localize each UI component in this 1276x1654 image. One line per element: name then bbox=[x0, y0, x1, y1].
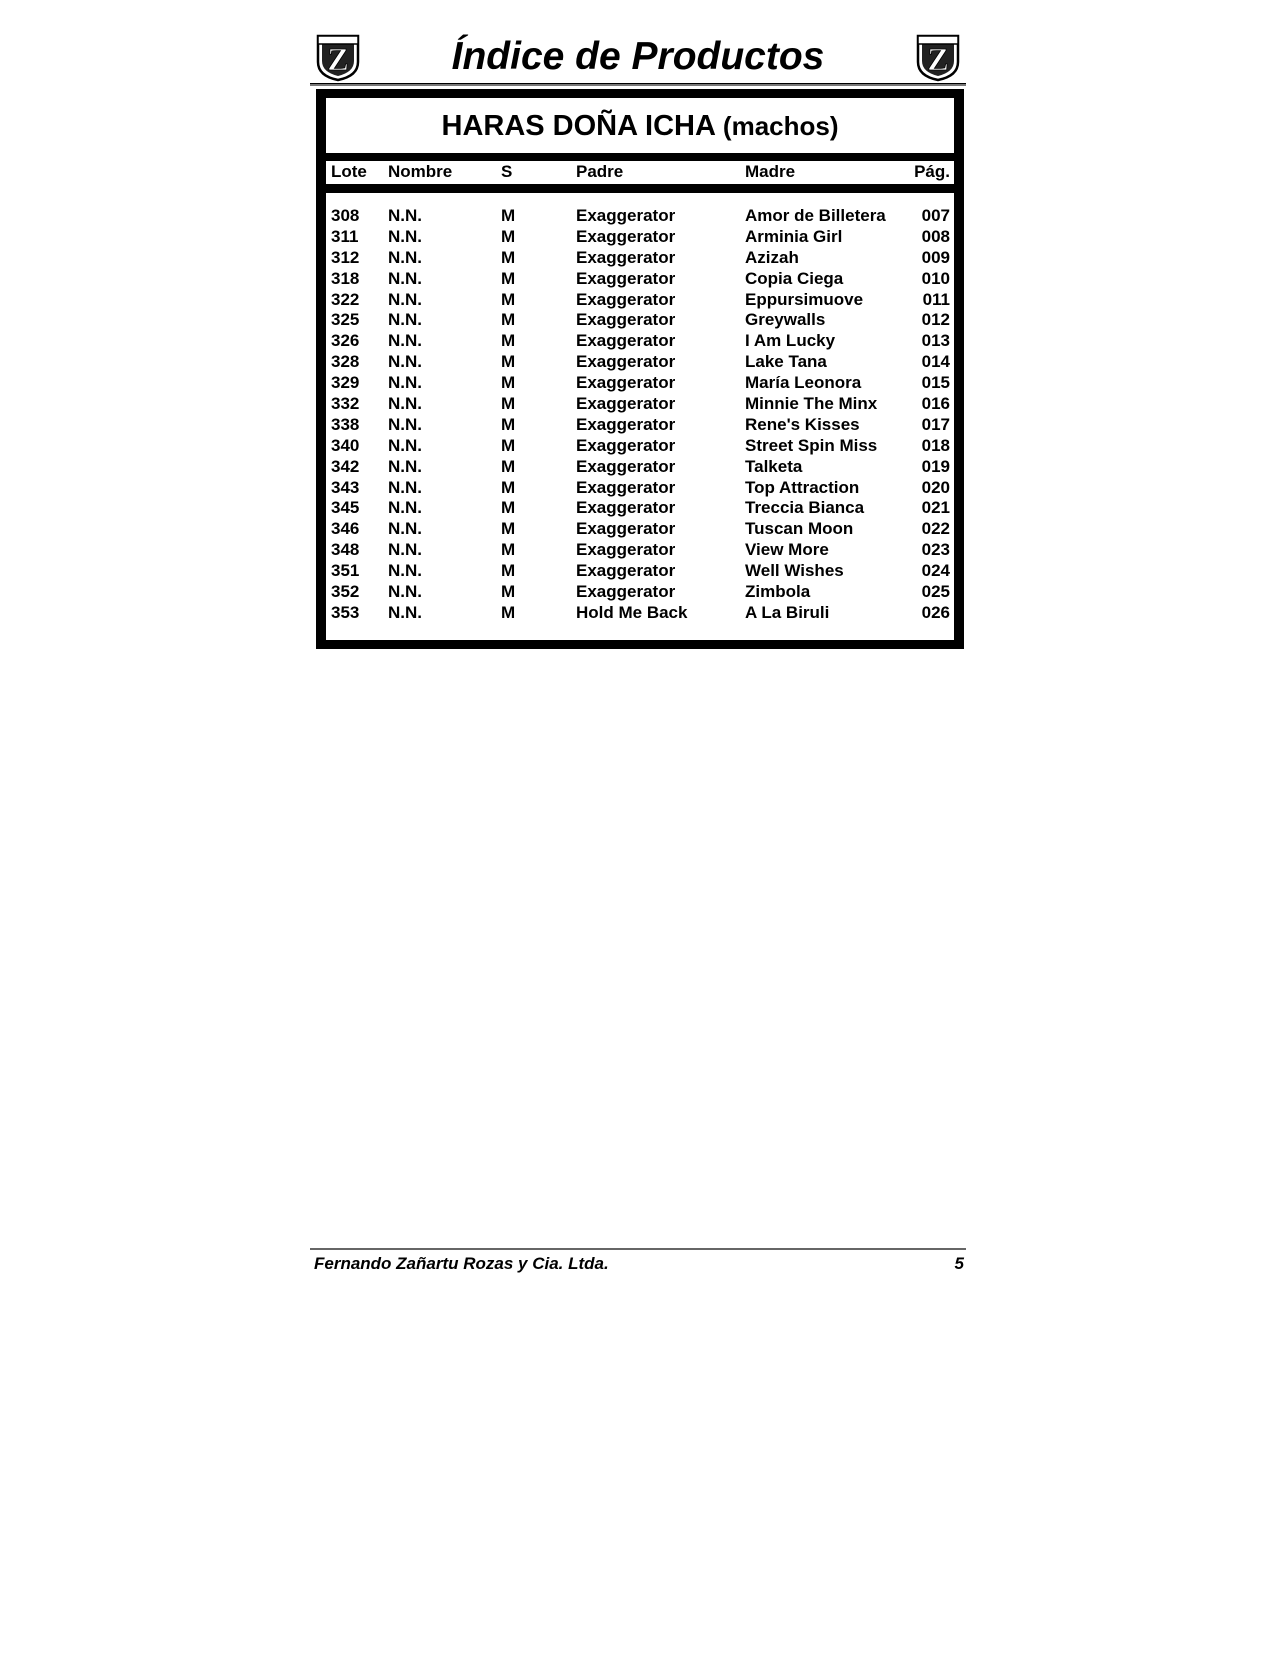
cell-nombre: N.N. bbox=[388, 414, 422, 434]
cell-padre: Exaggerator bbox=[576, 540, 676, 560]
page-header bbox=[310, 30, 966, 86]
logo-letter: Z bbox=[927, 41, 949, 77]
table-row bbox=[326, 290, 954, 311]
cell-sexo: M bbox=[501, 477, 516, 497]
cell-lote: 322 bbox=[331, 289, 360, 309]
cell-sexo: M bbox=[501, 206, 516, 225]
cell-nombre: N.N. bbox=[388, 226, 422, 246]
cell-madre: Rene's Kisses bbox=[745, 414, 860, 434]
section-title-band bbox=[326, 98, 954, 153]
cell-madre: Greywalls bbox=[745, 310, 826, 330]
cell-lote: 325 bbox=[331, 310, 360, 330]
cell-sexo: M bbox=[501, 456, 516, 476]
cell-padre: Exaggerator bbox=[576, 394, 676, 414]
table-row bbox=[326, 373, 954, 394]
cell-pagina: 026 bbox=[921, 602, 950, 622]
cell-madre: Talketa bbox=[745, 456, 803, 476]
cell-lote: 328 bbox=[331, 352, 360, 372]
cell-pagina: 012 bbox=[921, 310, 950, 330]
table-row bbox=[326, 519, 954, 540]
header-rule bbox=[310, 83, 966, 86]
cell-sexo: M bbox=[501, 226, 516, 246]
cell-nombre: N.N. bbox=[388, 206, 422, 225]
cell-madre: Tuscan Moon bbox=[745, 519, 854, 539]
cell-padre: Exaggerator bbox=[576, 561, 676, 581]
cell-sexo: M bbox=[501, 310, 516, 330]
cell-lote: 318 bbox=[331, 268, 360, 288]
cell-sexo: M bbox=[501, 519, 516, 539]
cell-pagina: 015 bbox=[921, 373, 950, 393]
table-row bbox=[326, 561, 954, 582]
cell-lote: 311 bbox=[331, 226, 359, 246]
cell-madre: Copia Ciega bbox=[745, 268, 844, 288]
page-number: 5 bbox=[954, 1254, 964, 1273]
cell-pagina: 017 bbox=[921, 414, 950, 434]
cell-lote: 332 bbox=[331, 394, 360, 414]
table-rows bbox=[326, 206, 954, 624]
cell-lote: 351 bbox=[331, 561, 360, 581]
cell-nombre: N.N. bbox=[388, 519, 422, 539]
cell-padre: Exaggerator bbox=[576, 331, 676, 351]
column-header-madre: Madre bbox=[745, 162, 796, 181]
cell-madre: Top Attraction bbox=[745, 477, 860, 497]
cell-sexo: M bbox=[501, 289, 516, 309]
cell-sexo: M bbox=[501, 435, 516, 455]
cell-pagina: 009 bbox=[921, 247, 950, 267]
cell-nombre: N.N. bbox=[388, 540, 422, 560]
cell-padre: Exaggerator bbox=[576, 414, 676, 434]
cell-lote: 338 bbox=[331, 414, 360, 434]
cell-nombre: N.N. bbox=[388, 289, 422, 309]
cell-sexo: M bbox=[501, 247, 516, 267]
cell-sexo: M bbox=[501, 602, 516, 622]
cell-pagina: 007 bbox=[921, 206, 950, 225]
section-title bbox=[442, 109, 839, 143]
cell-lote: 348 bbox=[331, 540, 360, 560]
column-header-band bbox=[326, 161, 954, 184]
cell-padre: Exaggerator bbox=[576, 519, 676, 539]
cell-madre: I Am Lucky bbox=[745, 331, 836, 351]
cell-lote: 308 bbox=[331, 206, 360, 225]
footer-company: Fernando Zañartu Rozas y Cia. Ltda. bbox=[314, 1254, 609, 1273]
cell-sexo: M bbox=[501, 268, 516, 288]
cell-pagina: 016 bbox=[921, 394, 950, 414]
section-name: HARAS DOÑA ICHA bbox=[441, 109, 715, 142]
table-row bbox=[326, 457, 954, 478]
cell-lote: 352 bbox=[331, 582, 360, 602]
cell-madre: Azizah bbox=[745, 247, 799, 267]
cell-sexo: M bbox=[501, 414, 516, 434]
column-header-padre: Padre bbox=[576, 162, 624, 181]
cell-padre: Exaggerator bbox=[576, 582, 676, 602]
column-header-pagina: Pág. bbox=[914, 162, 950, 181]
section-subtitle: (machos) bbox=[722, 110, 839, 141]
cell-lote: 343 bbox=[331, 477, 360, 497]
cell-sexo: M bbox=[501, 373, 516, 393]
cell-pagina: 011 bbox=[922, 289, 950, 309]
cell-lote: 342 bbox=[331, 456, 360, 476]
cell-pagina: 025 bbox=[921, 582, 950, 602]
table-row bbox=[326, 394, 954, 415]
product-index-box bbox=[316, 89, 964, 649]
footer-rule bbox=[310, 1248, 966, 1250]
cell-pagina: 019 bbox=[921, 456, 950, 476]
cell-sexo: M bbox=[501, 540, 516, 560]
cell-nombre: N.N. bbox=[388, 352, 422, 372]
table-row bbox=[326, 540, 954, 561]
cell-padre: Exaggerator bbox=[576, 289, 676, 309]
cell-lote: 353 bbox=[331, 602, 360, 622]
cell-nombre: N.N. bbox=[388, 561, 422, 581]
table-row bbox=[326, 269, 954, 290]
table-row bbox=[326, 331, 954, 352]
cell-nombre: N.N. bbox=[388, 373, 422, 393]
cell-sexo: M bbox=[501, 352, 516, 372]
cell-lote: 346 bbox=[331, 519, 360, 539]
company-logo-icon bbox=[914, 32, 962, 82]
table-row bbox=[326, 582, 954, 603]
cell-sexo: M bbox=[501, 331, 516, 351]
cell-pagina: 008 bbox=[921, 226, 950, 246]
cell-madre: Arminia Girl bbox=[745, 226, 843, 246]
cell-sexo: M bbox=[501, 498, 516, 518]
cell-padre: Exaggerator bbox=[576, 268, 676, 288]
cell-sexo: M bbox=[501, 582, 516, 602]
cell-madre: Treccia Bianca bbox=[745, 498, 865, 518]
cell-madre: Well Wishes bbox=[745, 561, 844, 581]
column-header-lote: Lote bbox=[331, 162, 367, 181]
cell-madre: Amor de Billetera bbox=[745, 206, 886, 225]
cell-nombre: N.N. bbox=[388, 456, 422, 476]
cell-nombre: N.N. bbox=[388, 602, 422, 622]
cell-lote: 329 bbox=[331, 373, 360, 393]
cell-nombre: N.N. bbox=[388, 310, 422, 330]
cell-padre: Exaggerator bbox=[576, 477, 676, 497]
cell-pagina: 010 bbox=[921, 268, 950, 288]
cell-nombre: N.N. bbox=[388, 498, 422, 518]
cell-sexo: M bbox=[501, 561, 516, 581]
table-row bbox=[326, 248, 954, 269]
table-row bbox=[326, 227, 954, 248]
cell-madre: Eppursimuove bbox=[745, 289, 864, 309]
table-row bbox=[326, 352, 954, 373]
cell-nombre: N.N. bbox=[388, 268, 422, 288]
cell-lote: 312 bbox=[331, 247, 360, 267]
cell-madre: Lake Tana bbox=[745, 352, 827, 372]
cell-padre: Exaggerator bbox=[576, 226, 676, 246]
table-row bbox=[326, 415, 954, 436]
column-header-nombre: Nombre bbox=[388, 162, 453, 181]
cell-lote: 340 bbox=[331, 435, 360, 455]
cell-pagina: 024 bbox=[921, 561, 950, 581]
table-row bbox=[326, 206, 954, 227]
cell-madre: View More bbox=[745, 540, 829, 560]
table-row bbox=[326, 603, 954, 624]
page-footer bbox=[310, 1248, 966, 1278]
cell-madre: Minnie The Minx bbox=[745, 394, 878, 414]
table-body bbox=[326, 193, 954, 640]
cell-padre: Exaggerator bbox=[576, 247, 676, 267]
cell-pagina: 021 bbox=[921, 498, 950, 518]
column-headers bbox=[326, 161, 954, 182]
cell-padre: Exaggerator bbox=[576, 435, 676, 455]
table-row bbox=[326, 498, 954, 519]
cell-padre: Exaggerator bbox=[576, 456, 676, 476]
cell-padre: Exaggerator bbox=[576, 373, 676, 393]
cell-padre: Exaggerator bbox=[576, 310, 676, 330]
table-row bbox=[326, 310, 954, 331]
cell-madre: María Leonora bbox=[745, 373, 862, 393]
cell-pagina: 018 bbox=[921, 435, 950, 455]
cell-padre: Hold Me Back bbox=[576, 602, 688, 622]
cell-lote: 326 bbox=[331, 331, 360, 351]
logo-letter: Z bbox=[327, 41, 349, 77]
company-logo-icon bbox=[314, 32, 362, 82]
cell-nombre: N.N. bbox=[388, 435, 422, 455]
cell-pagina: 022 bbox=[921, 519, 950, 539]
cell-sexo: M bbox=[501, 394, 516, 414]
cell-nombre: N.N. bbox=[388, 582, 422, 602]
cell-pagina: 013 bbox=[921, 331, 950, 351]
cell-pagina: 023 bbox=[921, 540, 950, 560]
cell-nombre: N.N. bbox=[388, 394, 422, 414]
cell-nombre: N.N. bbox=[388, 247, 422, 267]
cell-padre: Exaggerator bbox=[576, 206, 676, 225]
cell-pagina: 014 bbox=[921, 352, 950, 372]
cell-pagina: 020 bbox=[921, 477, 950, 497]
table-row bbox=[326, 478, 954, 499]
cell-madre: Street Spin Miss bbox=[745, 435, 878, 455]
cell-madre: A La Biruli bbox=[745, 602, 830, 622]
cell-padre: Exaggerator bbox=[576, 498, 676, 518]
table-row bbox=[326, 436, 954, 457]
cell-nombre: N.N. bbox=[388, 331, 422, 351]
cell-nombre: N.N. bbox=[388, 477, 422, 497]
cell-madre: Zimbola bbox=[745, 582, 811, 602]
cell-lote: 345 bbox=[331, 498, 360, 518]
cell-padre: Exaggerator bbox=[576, 352, 676, 372]
column-header-sexo: S bbox=[501, 162, 513, 181]
page-title: Índice de Productos bbox=[451, 35, 825, 78]
